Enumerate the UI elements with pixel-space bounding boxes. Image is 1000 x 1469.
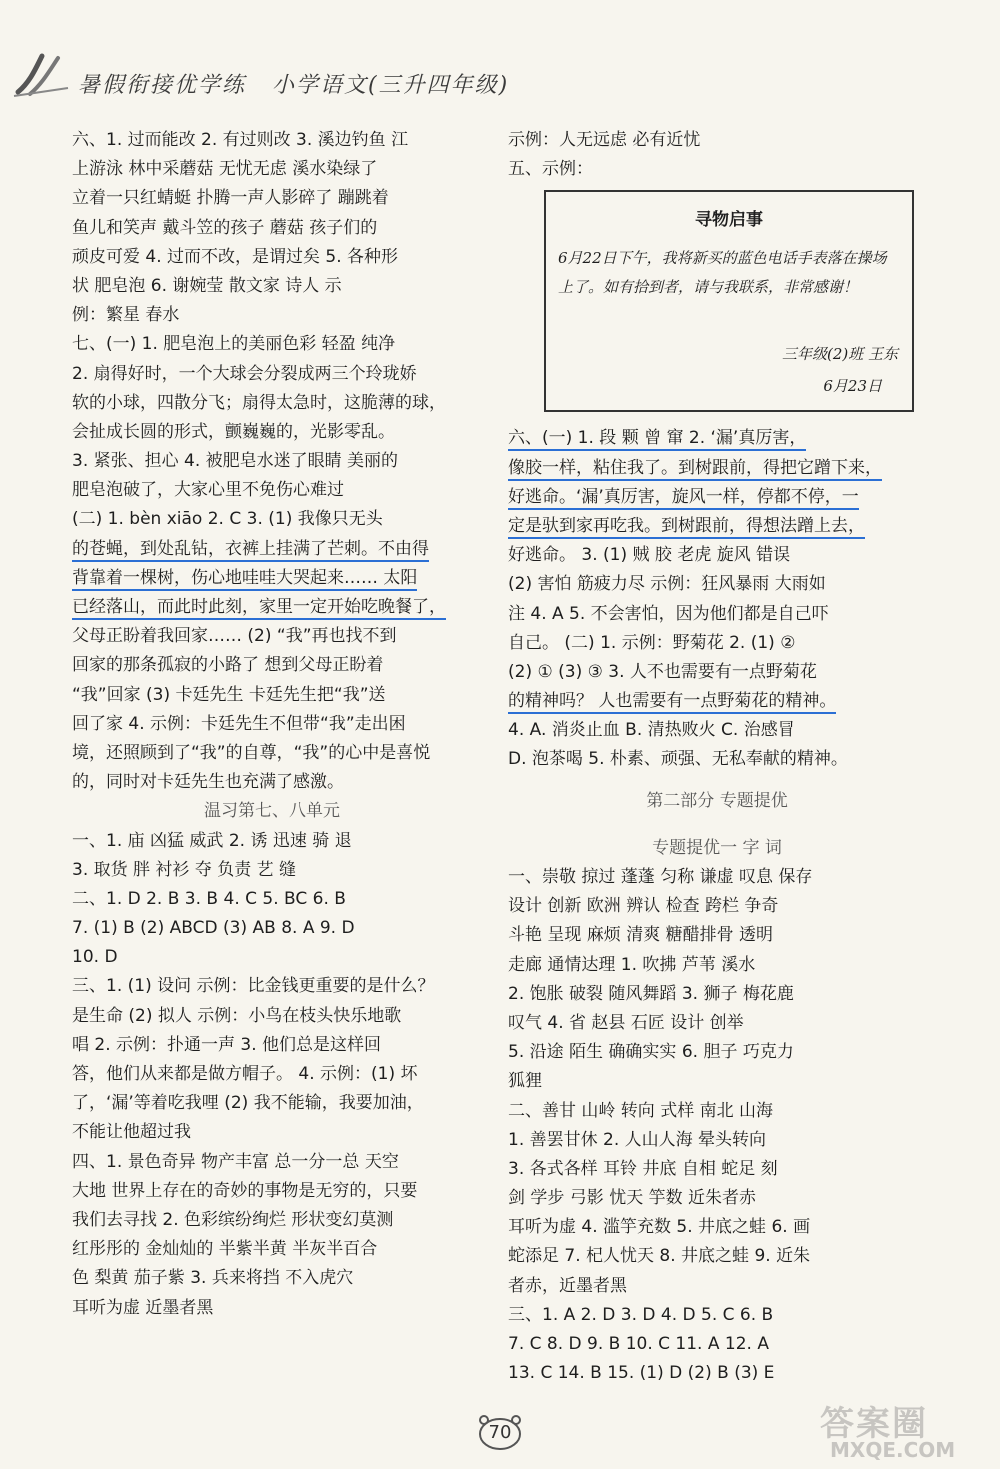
book-title: 暑假衔接优学练 <box>78 73 247 98</box>
answer-line: 父母正盼着我回家…… (2) “我”再也找不到 <box>72 626 397 647</box>
answer-line <box>72 564 472 593</box>
lost-item-notice <box>544 190 914 412</box>
answer-line: 自己。 (二) 1. 示例：野菊花 2. (1) ② <box>508 632 796 653</box>
answer-line: 例：繁星 春水 <box>72 305 180 326</box>
page-number <box>472 1414 528 1452</box>
answer-line: 1. 善罢甘休 2. 人山人海 晕头转向 <box>508 1129 767 1150</box>
answer-line: (2) 害怕 筋疲力尽 示例：狂风暴雨 大雨如 <box>508 574 826 595</box>
book-logo-icon <box>12 52 72 100</box>
answer-line <box>508 512 926 541</box>
answer-line: 软的小球，四散分飞；扇得太急时，这脆薄的球， <box>72 392 446 413</box>
answer-line: 叹气 4. 省 赵县 石匠 设计 创举 <box>508 1012 744 1033</box>
answer-line: 二、1. D 2. B 3. B 4. C 5. BC 6. B <box>72 888 346 909</box>
answer-line: 大地 世界上存在的奇妙的事物是无穷的，只要 <box>72 1180 418 1201</box>
answer-line: 一、崇敬 掠过 蓬蓬 匀称 谦虚 叹息 保存 <box>508 867 813 887</box>
answer-line: 耳听为虚 近墨者黑 <box>72 1297 214 1318</box>
answer-line: 回家的那条孤寂的小路了 想到父母正盼着 <box>72 655 384 676</box>
answer-line: 3. 取货 胖 衬衫 夺 负责 艺 缝 <box>72 859 297 880</box>
answer-line <box>508 483 926 512</box>
answer-line: 示例：人无远虑 必有近忧 <box>508 130 701 150</box>
answer-line: 狐狸 <box>508 1071 542 1092</box>
left-column <box>72 126 472 1323</box>
answer-line: 六、1. 过而能改 2. 有过则改 3. 溪边钓鱼 江 <box>72 130 409 150</box>
answer-line: 红彤彤的 金灿灿的 半紫半黄 半灰半百合 <box>72 1239 378 1260</box>
answer-line: 斗艳 呈现 麻烦 清爽 糖醋排骨 透明 <box>508 925 774 946</box>
answer-line: 耳听为虚 4. 滥竽充数 5. 井底之蛙 6. 画 <box>508 1217 811 1238</box>
answer-line: 设计 创新 欧洲 辨认 检查 跨栏 争奇 <box>508 896 779 917</box>
answer-line: 二、善甘 山岭 转向 式样 南北 山海 <box>508 1100 774 1121</box>
answer-line: 了，‘漏’等着吃我哩 (2) 我不能输，我要加油， <box>72 1093 424 1114</box>
answer-line: “我”回家 (3) 卡廷先生 卡廷先生把“我”送 <box>72 684 386 705</box>
right-column <box>508 126 926 1388</box>
answer-line: (二) 1. bèn xiāo 2. C 3. (1) 我像只无头 <box>72 509 383 530</box>
underlined-text: 像胶一样，粘住我了。到树跟前，得把它蹭下来， <box>508 458 882 481</box>
notice-date: 6月23日 <box>823 377 882 396</box>
answer-line: 唱 2. 示例：扑通一声 3. 他们总是这样回 <box>72 1034 382 1055</box>
answer-line <box>508 424 926 453</box>
book-subtitle: 小学语文(三升四年级) <box>272 73 510 98</box>
part-title: 第二部分 专题提优 <box>646 790 788 811</box>
answer-line: 三、1. A 2. D 3. D 4. D 5. C 6. B <box>508 1304 774 1325</box>
page-number-text: 70 <box>488 1422 512 1443</box>
answer-line: 不能让他超过我 <box>72 1122 191 1143</box>
answer-line: 会扯成长圆的形式，颤巍巍的，光影零乱。 <box>72 421 395 442</box>
underlined-text: 的苍蝇，到处乱钻，衣裤上挂满了芒刺。不由得 <box>72 539 429 562</box>
answer-line: 2. 扇得好时，一个大球会分裂成两三个玲珑娇 <box>72 363 417 384</box>
answer-line: 好逃命。 3. (1) 贼 胶 老虎 旋风 错误 <box>508 545 791 566</box>
answer-line <box>72 535 472 564</box>
answer-line: 回了家 4. 示例：卡廷先生不但带“我”走出困 <box>72 713 406 734</box>
notice-title: 寻物启事 <box>695 210 763 231</box>
underlined-text: 背靠着一棵树，伤心地哇哇大哭起来…… 太阳 <box>72 568 417 591</box>
notice-signature: 三年级(2)班 王东 <box>781 345 898 364</box>
answer-line: D. 泡茶喝 5. 朴素、顽强、无私奉献的精神。 <box>508 749 848 770</box>
notice-body: 6月22日下午，我将新买的蓝色电话手表落在操场上了。如有拾到者，请与我联系，非常感谢！ <box>558 249 887 297</box>
answer-line: 3. 紧张、担心 4. 被肥皂水迷了眼睛 美丽的 <box>72 451 399 472</box>
answer-line: 5. 沿途 陌生 确确实实 6. 胆子 巧克力 <box>508 1042 794 1063</box>
answer-line <box>72 593 472 622</box>
answer-line: 2. 饱胀 破裂 随风舞蹈 3. 狮子 梅花鹿 <box>508 983 794 1004</box>
answer-line: 4. A. 消炎止血 B. 清热败火 C. 治感冒 <box>508 720 795 741</box>
underlined-text: 已经落山，而此时此刻，家里一定开始吃晚餐了， <box>72 597 446 620</box>
answer-line <box>508 454 926 483</box>
answer-line: 一、1. 庙 凶猛 威武 2. 诱 迅速 骑 退 <box>72 830 352 851</box>
section-title: 专题提优一 字 词 <box>652 837 782 858</box>
answer-line: 者赤，近墨者黑 <box>508 1275 627 1296</box>
page-header <box>0 0 1000 110</box>
answer-line: 立着一只红蜻蜓 扑腾一声人影碎了 蹦跳着 <box>72 188 389 209</box>
section-title: 温习第七、八单元 <box>204 801 340 822</box>
answer-line: 注 4. A 5. 不会害怕，因为他们都是自己吓 <box>508 603 829 624</box>
answer-line: 走廊 通情达理 1. 吹拂 芦苇 溪水 <box>508 954 756 975</box>
answer-line: 境，还照顾到了“我”的自尊，“我”的心中是喜悦 <box>72 742 431 763</box>
answer-line: 的，同时对卡廷先生也充满了感激。 <box>72 772 344 793</box>
answer-line: 13. C 14. B 15. (1) D (2) B (3) E <box>508 1363 775 1384</box>
answer-line: 答，他们从来都是做方帽子。 4. 示例：(1) 坏 <box>72 1064 418 1084</box>
answer-line: 四、1. 景色奇异 物产丰富 总一分一总 天空 <box>72 1151 399 1172</box>
answer-line: 剑 学步 弓影 忧天 竽数 近朱者赤 <box>508 1188 757 1209</box>
answer-line: 10. D <box>72 947 118 968</box>
underlined-text: 定是驮到家再吃我。到树跟前，得想法蹭上去， <box>508 516 865 539</box>
answer-line: 上游泳 林中采蘑菇 无忧无虑 溪水染绿了 <box>72 159 378 180</box>
answer-line: 肥皂泡破了，大家心里不免伤心难过 <box>72 480 344 501</box>
answer-line: 五、示例： <box>508 159 593 180</box>
answer-line: 蛇添足 7. 杞人忧天 8. 井底之蛙 9. 近朱 <box>508 1246 811 1267</box>
answer-line: 色 梨黄 茄子紫 3. 兵来将挡 不入虎穴 <box>72 1268 354 1289</box>
watermark-logo: 答案圈 <box>820 1404 928 1444</box>
answer-line <box>508 687 926 716</box>
underlined-text: 六、(一) 1. 段 颗 曾 窜 2. ‘漏’真厉害， <box>508 428 806 451</box>
answer-line: 三、1. (1) 设问 示例：比金钱更重要的是什么？ <box>72 976 435 997</box>
answer-line: 七、(一) 1. 肥皂泡上的美丽色彩 轻盈 纯净 <box>72 334 396 355</box>
answer-line: 7. C 8. D 9. B 10. C 11. A 12. A <box>508 1334 769 1354</box>
answer-line: 顽皮可爱 4. 过而不改，是谓过矣 5. 各种形 <box>72 246 399 267</box>
answer-line: 我们去寻找 2. 色彩缤纷绚烂 形状变幻莫测 <box>72 1209 394 1230</box>
answer-line: 7. (1) B (2) ABCD (3) AB 8. A 9. D <box>72 918 355 939</box>
answer-line: 状 肥皂泡 6. 谢婉莹 散文家 诗人 示 <box>72 275 342 296</box>
underlined-text: 的精神吗？ 人也需要有一点野菊花的精神。 <box>508 691 836 714</box>
underlined-text: 好逃命。‘漏’真厉害，旋风一样，停都不停，一 <box>508 487 859 510</box>
answer-line: 是生命 (2) 拟人 示例：小鸟在枝头快乐地歌 <box>72 1005 402 1026</box>
answer-line: 鱼儿和笑声 戴斗笠的孩子 蘑菇 孩子们的 <box>72 217 378 238</box>
watermark-url: MXQE.COM <box>830 1438 956 1462</box>
answer-line: (2) ① (3) ③ 3. 人不也需要有一点野菊花 <box>508 661 817 682</box>
answer-line: 3. 各式各样 耳铃 井底 自相 蛇足 刻 <box>508 1158 778 1179</box>
